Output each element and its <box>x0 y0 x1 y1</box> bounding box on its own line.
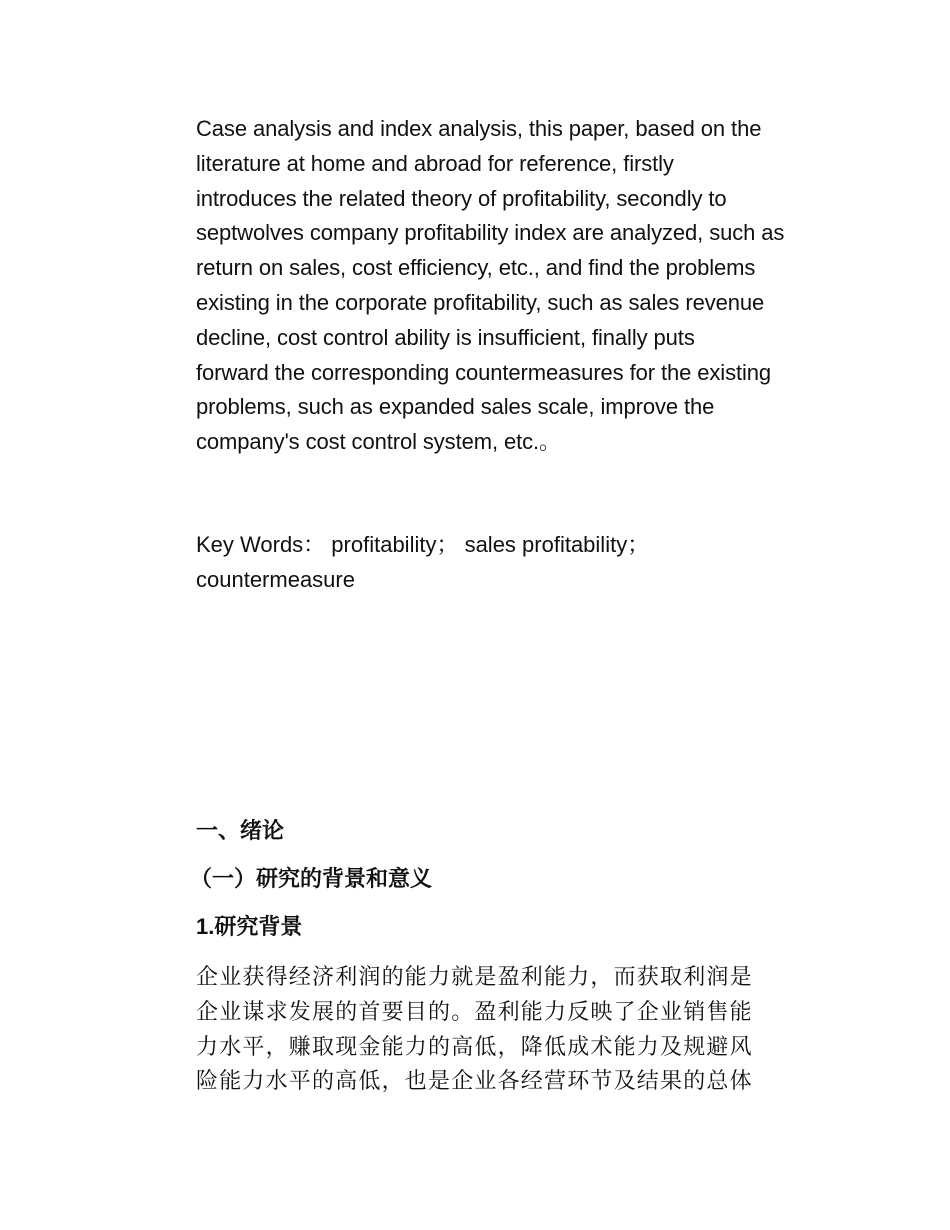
abstract-line: literature at home and abroad for reference, firstly <box>196 150 674 176</box>
keywords-line: Key Words： profitability； sales profitability； <box>196 532 650 557</box>
abstract-line: septwolves company profitability index are analyzed, such as <box>196 220 785 246</box>
abstract-line: problems, such as expanded sales scale, improve the <box>196 394 715 420</box>
body-line: 力水平，赚取现金能力的高低，降低成术能力及规避风 <box>196 1034 753 1060</box>
subsection-heading-background-significance: （一）研究的背景和意义 <box>190 866 433 892</box>
section-heading-introduction: 一、绪论 <box>196 818 285 844</box>
heading-text: 研究背景 <box>214 914 303 940</box>
body-line: 企业谋求发展的首要目的。盈利能力反映了企业销售能 <box>196 999 753 1025</box>
abstract-line: forward the corresponding countermeasures for the existing <box>196 359 772 385</box>
abstract-line: company's cost control system, etc.。 <box>196 429 561 455</box>
keywords-paragraph <box>196 528 816 598</box>
abstract-line: decline, cost control ability is insufficient, finally puts <box>196 324 695 350</box>
abstract-line: Case analysis and index analysis, this paper, based on the <box>196 116 762 141</box>
heading-number: 1. <box>196 914 215 939</box>
abstract-line: existing in the corporate profitability, such as sales revenue <box>196 289 765 315</box>
abstract-paragraph <box>196 112 816 460</box>
abstract-line: return on sales, cost efficiency, etc., and find the problems <box>196 255 756 281</box>
abstract-line: introduces the related theory of profitability, secondly to <box>196 185 727 211</box>
subsubsection-heading-research-background <box>196 912 302 942</box>
keywords-line: countermeasure <box>196 566 355 592</box>
body-line: 险能力水平的高低，也是企业各经营环节及结果的总体 <box>196 1069 753 1095</box>
body-line: 企业获得经济利润的能力就是盈利能力，而获取利润是 <box>196 965 753 990</box>
body-paragraph <box>196 961 816 1100</box>
